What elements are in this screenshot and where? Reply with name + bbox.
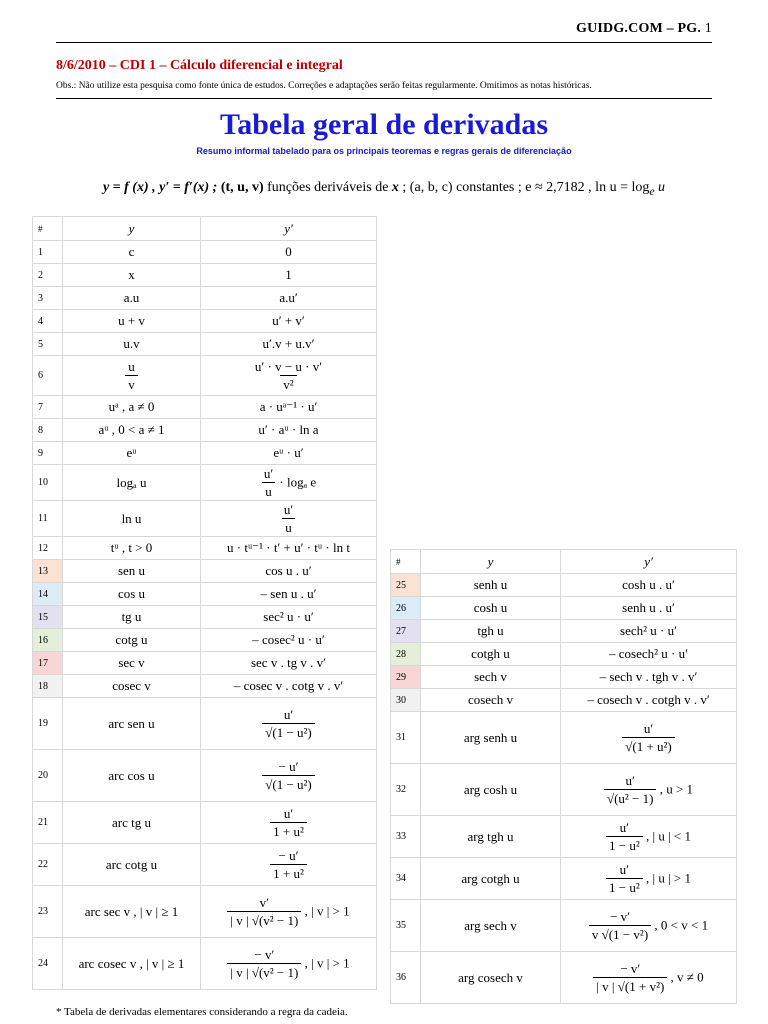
function-cell <box>421 900 561 952</box>
table-row <box>33 938 377 990</box>
derivative-cell <box>201 629 377 652</box>
derivative-condition: , | v | > 1 <box>304 955 350 971</box>
table-row <box>33 886 377 938</box>
expression: a.u <box>123 290 140 305</box>
table-row <box>33 264 377 287</box>
derivative-condition: , u > 1 <box>659 781 694 797</box>
row-number: 1 <box>33 241 63 264</box>
function-cell <box>421 597 561 620</box>
formula-part1: y = f (x) , y′ = f′(x) ; <box>102 180 218 195</box>
function-cell <box>63 356 201 396</box>
expression: tg u <box>121 609 142 624</box>
derivative-condition: , v ≠ 0 <box>670 969 704 985</box>
expression: cotg u <box>115 632 148 647</box>
row-number: 3 <box>33 287 63 310</box>
fraction-numerator: u′ <box>619 819 630 835</box>
function-cell <box>421 574 561 597</box>
table-row <box>33 698 377 750</box>
header-rule <box>56 42 712 43</box>
table-row <box>391 597 737 620</box>
row-number: 26 <box>391 597 421 620</box>
derivatives-table-left <box>32 216 377 990</box>
fraction-numerator: − v′ <box>610 908 630 924</box>
page-title: Tabela geral de derivadas <box>219 108 549 141</box>
derivative-cell <box>201 465 377 501</box>
expression: cosh u <box>473 600 508 615</box>
derivative-cell <box>201 750 377 802</box>
expression: a · uᵃ⁻¹ · u′ <box>259 399 318 414</box>
function-cell <box>63 583 201 606</box>
expression: sec² u · u′ <box>263 609 314 624</box>
derivative-cell <box>201 938 377 990</box>
function-cell <box>421 952 561 1004</box>
expression: – cosech v . cotgh v . v′ <box>587 692 710 707</box>
derivative-cell <box>561 689 737 712</box>
function-cell <box>63 606 201 629</box>
derivative-cell <box>561 858 737 900</box>
fraction-denominator: v² <box>280 375 296 392</box>
fraction-denominator: v <box>125 375 138 392</box>
row-number: 29 <box>391 666 421 689</box>
function-cell <box>63 560 201 583</box>
fraction-denominator: v √(1 − v²) <box>589 925 651 942</box>
derivative-cell <box>201 606 377 629</box>
row-number: 33 <box>391 816 421 858</box>
row-number: 34 <box>391 858 421 900</box>
formula-part3: funções deriváveis de <box>267 180 389 195</box>
expression: u + v <box>118 313 145 328</box>
obs-note: Obs.: Não utilize esta pesquisa como fonte única de estudos. Correções e adaptações serão feitas regularmente. Omitimos as notas históricas. <box>56 81 592 91</box>
expression: ln u <box>121 510 142 526</box>
function-cell <box>421 816 561 858</box>
header-function: y <box>63 217 201 241</box>
expression: sec v <box>118 655 145 670</box>
derivative-cell <box>201 886 377 938</box>
derivative-condition: , | u | > 1 <box>645 870 692 886</box>
formula-part2: (t, u, v) <box>220 180 264 195</box>
expression: arg cosech v <box>458 969 523 985</box>
function-cell <box>63 802 201 844</box>
fraction-numerator: − u′ <box>278 758 299 774</box>
function-cell <box>63 629 201 652</box>
expression: sech v <box>474 669 507 684</box>
function-cell <box>421 858 561 900</box>
header-number: # <box>391 550 421 574</box>
expression: u′.v + u.v′ <box>262 336 315 351</box>
row-number: 20 <box>33 750 63 802</box>
table-row <box>391 712 737 764</box>
table-row <box>33 675 377 698</box>
function-cell <box>63 750 201 802</box>
table-row <box>391 620 737 643</box>
table-row <box>33 537 377 560</box>
table-row <box>391 764 737 816</box>
function-cell <box>63 241 201 264</box>
row-number: 14 <box>33 583 63 606</box>
fraction-denominator: √(1 + u²) <box>622 737 675 754</box>
function-cell <box>63 537 201 560</box>
formula-part8: u <box>658 180 666 195</box>
expression: arg cotgh u <box>461 870 520 886</box>
expression: a.u′ <box>279 290 298 305</box>
function-cell <box>63 419 201 442</box>
fraction-denominator: √(u² − 1) <box>604 789 657 806</box>
function-cell <box>63 886 201 938</box>
derivative-condition: , | v | > 1 <box>304 903 350 919</box>
derivative-cell <box>561 712 737 764</box>
page-number: 1 <box>704 21 712 36</box>
expression: eᵘ <box>126 445 137 460</box>
obs-rule <box>56 98 712 99</box>
table-row <box>33 844 377 886</box>
fraction-denominator: | v | √(v² − 1) <box>227 963 301 980</box>
function-cell <box>63 698 201 750</box>
table-row <box>33 356 377 396</box>
function-cell <box>63 465 201 501</box>
fraction-denominator: | v | √(1 + v²) <box>593 977 667 994</box>
fraction-numerator: u′ <box>619 861 630 877</box>
function-cell <box>63 501 201 537</box>
fraction-numerator: v′ <box>259 894 270 910</box>
expression: cosh u . u′ <box>622 577 675 592</box>
derivative-cell <box>201 442 377 465</box>
derivative-cell <box>561 666 737 689</box>
expression: – cosec v . cotg v . v′ <box>233 678 344 693</box>
expression: x <box>128 267 135 282</box>
table-row <box>33 442 377 465</box>
expression: sec v . tg v . v′ <box>250 655 327 670</box>
header-derivative: y′ <box>201 217 377 241</box>
table-row <box>33 629 377 652</box>
row-number: 9 <box>33 442 63 465</box>
function-cell <box>421 689 561 712</box>
derivative-cell <box>201 537 377 560</box>
derivative-condition: , | u | < 1 <box>645 828 692 844</box>
date-line: 8/6/2010 – CDI 1 – Cálculo diferencial e integral <box>56 58 343 73</box>
expression: arc cos u <box>108 767 155 783</box>
expression: sech² u · u′ <box>620 623 677 638</box>
table-row <box>33 419 377 442</box>
table-row <box>391 574 737 597</box>
derivative-cell <box>201 264 377 287</box>
footnote: * Tabela de derivadas elementares considerando a regra da cadeia. <box>56 1006 348 1018</box>
expression: arc tg u <box>112 814 151 830</box>
derivative-cell <box>561 764 737 816</box>
expression: 0 <box>285 244 292 259</box>
row-number: 31 <box>391 712 421 764</box>
row-number: 23 <box>33 886 63 938</box>
row-number: 32 <box>391 764 421 816</box>
function-cell <box>421 666 561 689</box>
table-row <box>33 583 377 606</box>
row-number: 15 <box>33 606 63 629</box>
site-label: GUIDG.COM – PG. <box>575 21 702 36</box>
row-number: 16 <box>33 629 63 652</box>
function-cell <box>63 333 201 356</box>
fraction-denominator: √(1 − u²) <box>262 775 315 792</box>
expression: cos u <box>117 586 146 601</box>
row-number: 6 <box>33 356 63 396</box>
table-row <box>391 689 737 712</box>
row-number: 12 <box>33 537 63 560</box>
table-row <box>33 465 377 501</box>
table-row <box>33 750 377 802</box>
derivative-cell <box>201 501 377 537</box>
table-row <box>33 396 377 419</box>
expression: – cosec² u · u′ <box>252 632 325 647</box>
derivative-cell <box>561 643 737 666</box>
table-header-row <box>391 550 737 574</box>
expression: uᵃ , a ≠ 0 <box>108 399 155 414</box>
definitions-formula <box>0 180 768 198</box>
expression: u · tᵘ⁻¹ · t′ + u′ · tᵘ · ln t <box>227 540 350 555</box>
row-number: 35 <box>391 900 421 952</box>
fraction-denominator: 1 − u² <box>606 878 643 895</box>
table-row <box>33 606 377 629</box>
fraction-numerator: u′ <box>625 772 635 788</box>
row-number: 8 <box>33 419 63 442</box>
function-cell <box>421 620 561 643</box>
table-row <box>33 310 377 333</box>
derivative-cell <box>201 333 377 356</box>
expression: arg tgh u <box>467 828 514 844</box>
derivative-cell <box>201 560 377 583</box>
expression: arc cosec v , | v | ≥ 1 <box>78 955 185 971</box>
expression: arc sec v , | v | ≥ 1 <box>84 903 179 919</box>
table-row <box>391 816 737 858</box>
row-number: 10 <box>33 465 63 501</box>
table-row <box>33 501 377 537</box>
expression: eᵘ · u′ <box>273 445 304 460</box>
table-row <box>391 643 737 666</box>
derivative-cell <box>561 952 737 1004</box>
function-cell <box>421 712 561 764</box>
expression: c <box>128 244 135 259</box>
table-row <box>33 802 377 844</box>
fraction-numerator: u <box>128 358 135 374</box>
header-number: # <box>33 217 63 241</box>
row-number: 18 <box>33 675 63 698</box>
fraction-denominator: | v | √(v² − 1) <box>227 911 301 928</box>
derivative-cell <box>561 620 737 643</box>
expression: tgh u <box>477 623 504 638</box>
expression: u′ + v′ <box>272 313 305 328</box>
function-cell <box>63 938 201 990</box>
derivative-cell <box>201 652 377 675</box>
row-number: 2 <box>33 264 63 287</box>
expression: arc cotg u <box>105 856 158 872</box>
derivative-cell <box>201 419 377 442</box>
row-number: 4 <box>33 310 63 333</box>
table-row <box>33 560 377 583</box>
table-row <box>391 666 737 689</box>
fraction-numerator: u′ <box>263 465 274 481</box>
expression: arg senh u <box>463 729 518 745</box>
fraction-numerator: u′ · v − u · v′ <box>254 358 323 374</box>
expression: aᵘ , 0 < a ≠ 1 <box>98 422 165 437</box>
derivative-condition: · logₐ e <box>279 474 317 490</box>
fraction-numerator: − v′ <box>254 946 275 962</box>
fraction-denominator: u <box>282 518 295 535</box>
table-row <box>33 241 377 264</box>
page-subtitle: Resumo informal tabelado para os principais teoremas e regras gerais de diferenciação <box>196 146 572 156</box>
function-cell <box>63 264 201 287</box>
derivative-cell <box>561 574 737 597</box>
row-number: 19 <box>33 698 63 750</box>
derivative-condition: , 0 < v < 1 <box>654 917 709 933</box>
expression: cosec v <box>112 678 151 693</box>
function-cell <box>63 310 201 333</box>
header-derivative: y′ <box>561 550 737 574</box>
left-table-body <box>33 217 377 990</box>
expression: – sech v . tgh v . v′ <box>599 669 698 684</box>
row-number: 21 <box>33 802 63 844</box>
expression: arc sen u <box>108 715 155 731</box>
derivative-cell <box>201 698 377 750</box>
table-row <box>33 333 377 356</box>
row-number: 28 <box>391 643 421 666</box>
function-cell <box>421 643 561 666</box>
formula-part4: x <box>391 180 399 195</box>
expression: – sen u . u′ <box>260 586 317 601</box>
table-row <box>33 652 377 675</box>
table-row <box>33 287 377 310</box>
row-number: 7 <box>33 396 63 419</box>
expression: cosech v <box>467 692 514 707</box>
row-number: 36 <box>391 952 421 1004</box>
row-number: 24 <box>33 938 63 990</box>
fraction-numerator: − u′ <box>278 847 299 863</box>
row-number: 11 <box>33 501 63 537</box>
derivative-cell <box>561 597 737 620</box>
table-header-row <box>33 217 377 241</box>
derivative-cell <box>201 310 377 333</box>
expression: cos u . u′ <box>265 563 312 578</box>
function-cell <box>63 442 201 465</box>
table-row <box>391 900 737 952</box>
derivative-cell <box>201 241 377 264</box>
expression: cotgh u <box>471 646 510 661</box>
fraction-numerator: u′ <box>283 501 294 517</box>
formula-part6: e ≈ 2,7182 , ln u = log <box>525 180 650 195</box>
function-cell <box>421 764 561 816</box>
row-number: 5 <box>33 333 63 356</box>
fraction-numerator: u′ <box>643 720 654 736</box>
fraction-numerator: u′ <box>283 706 294 722</box>
row-number: 13 <box>33 560 63 583</box>
derivatives-table-right <box>390 549 737 1004</box>
row-number: 25 <box>391 574 421 597</box>
function-cell <box>63 652 201 675</box>
expression: senh u <box>473 577 508 592</box>
fraction-denominator: √(1 − u²) <box>262 723 315 740</box>
expression: senh u . u′ <box>622 600 675 615</box>
derivative-cell <box>201 802 377 844</box>
derivative-cell <box>201 356 377 396</box>
function-cell <box>63 396 201 419</box>
page-header <box>0 21 712 37</box>
expression: arg sech v <box>464 917 517 933</box>
formula-part7: e <box>649 184 655 198</box>
derivative-cell <box>201 396 377 419</box>
expression: 1 <box>285 267 292 282</box>
fraction-denominator: 1 + u² <box>270 822 307 839</box>
derivative-cell <box>561 816 737 858</box>
formula-part5: ; (a, b, c) constantes ; <box>402 180 522 195</box>
row-number: 22 <box>33 844 63 886</box>
row-number: 17 <box>33 652 63 675</box>
expression: sen u <box>117 563 146 578</box>
right-table-body <box>391 550 737 1004</box>
derivative-cell <box>561 900 737 952</box>
row-number: 30 <box>391 689 421 712</box>
derivative-cell <box>201 287 377 310</box>
fraction-numerator: − v′ <box>620 960 641 976</box>
expression: tᵘ , t > 0 <box>110 540 153 555</box>
expression: – cosech² u · u′ <box>609 646 688 661</box>
derivative-cell <box>201 844 377 886</box>
expression: arg cosh u <box>463 781 518 797</box>
expression: u′ · aᵘ · ln a <box>258 422 319 437</box>
row-number: 27 <box>391 620 421 643</box>
fraction-denominator: u <box>262 482 275 499</box>
fraction-numerator: u′ <box>283 805 294 821</box>
header-function: y <box>421 550 561 574</box>
function-cell <box>63 844 201 886</box>
derivative-cell <box>201 675 377 698</box>
expression: logₐ u <box>116 474 147 490</box>
expression: u.v <box>123 336 140 351</box>
function-cell <box>63 675 201 698</box>
function-cell <box>63 287 201 310</box>
derivative-cell <box>201 583 377 606</box>
fraction-denominator: 1 + u² <box>270 864 307 881</box>
table-row <box>391 952 737 1004</box>
table-row <box>391 858 737 900</box>
fraction-denominator: 1 − u² <box>606 836 643 853</box>
